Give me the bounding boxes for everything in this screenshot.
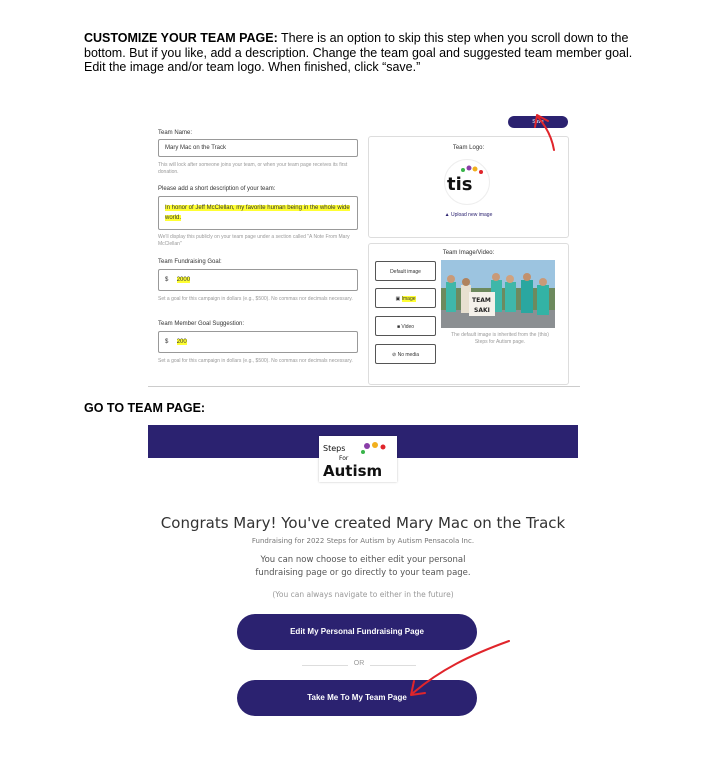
goal-help: Set a goal for this campaign in dollars (e.g., $500). No commas nor decimals necessary. [158, 296, 353, 302]
currency-symbol-2: $ [165, 339, 169, 345]
no-media-icon: ⊘ [392, 352, 397, 358]
save-arrow-icon [537, 116, 554, 150]
team-name-label: Team Name: [158, 130, 193, 136]
svg-text:tis: tis [447, 174, 473, 195]
upload-logo-label: Upload new image [450, 212, 493, 218]
save-button[interactable]: Save [508, 116, 568, 128]
congrats-heading: Congrats Mary! You've created Mary Mac on the Track [160, 514, 566, 532]
member-goal-value: 200 [176, 339, 187, 345]
photo-sign-text: TEAM [472, 297, 491, 304]
navigate-note: (You can always navigate to either in the future) [272, 590, 454, 599]
team-button-arrow-icon [413, 641, 509, 693]
team-name-help: This will lock after someone joins your team, or when your team page receives its first donation. [158, 162, 348, 175]
video-option-label: Video [401, 324, 415, 330]
logo-steps-text: Steps [323, 444, 346, 453]
no-media-option-label: No media [397, 352, 419, 358]
description-help: We'll display this publicly on your team page under a section called "A Note From Mary McClellan" [158, 234, 350, 247]
fundraising-goal-label: Team Fundraising Goal: [158, 259, 222, 265]
image-option-label: Image [401, 296, 416, 302]
member-goal-help: Set a goal for this campaign in dollars (e.g., $500). No commas nor decimals necessary. [158, 358, 353, 364]
default-image-option[interactable]: Default image [375, 261, 436, 281]
description-text: In honor of Jeff McClellan, my favorite human being in the whole wide world. [165, 205, 350, 221]
media-caption: The default image is inherited from the (this) Steps for Autism page. [451, 332, 549, 345]
team-media-title: Team Image/Video: [442, 250, 495, 256]
image-icon: ▣ [395, 296, 401, 302]
member-goal-label: Team Member Goal Suggestion: [158, 321, 245, 327]
edit-personal-page-button[interactable]: Edit My Personal Fundraising Page [237, 614, 477, 650]
upload-icon: ▲ [444, 212, 450, 218]
fundraising-goal-value: 2000 [176, 277, 191, 283]
go-to-team-page-button[interactable]: Take Me To My Team Page [237, 680, 477, 716]
or-divider-label: OR [353, 660, 365, 667]
team-logo-title: Team Logo: [452, 145, 485, 151]
logo-for-text: For [339, 455, 349, 462]
congrats-subtitle: Fundraising for 2022 Steps for Autism by Autism Pensacola Inc. [251, 537, 475, 545]
currency-symbol: $ [165, 277, 169, 283]
goto-heading: GO TO TEAM PAGE: [84, 401, 206, 415]
customize-body: There is an option to skip this step when you scroll down to the bottom. But if you like, add a description. Change the team goal and suggested team member goal. Edit the image and/or team logo. When finished, click “save.” [84, 31, 633, 74]
logo-autism-text: Autism [323, 462, 383, 480]
team-name-input[interactable]: Mary Mac on the Track [158, 139, 358, 157]
next-steps-line-1: You can now choose to either edit your personal [260, 555, 466, 565]
customize-heading: CUSTOMIZE YOUR TEAM PAGE: [84, 31, 278, 45]
next-steps-line-2: fundraising page or go directly to your team page. [255, 568, 471, 578]
description-label: Please add a short description of your team: [158, 186, 276, 192]
video-icon: ■ [396, 324, 400, 330]
photo-sign-text-2: SAKI [474, 307, 490, 314]
